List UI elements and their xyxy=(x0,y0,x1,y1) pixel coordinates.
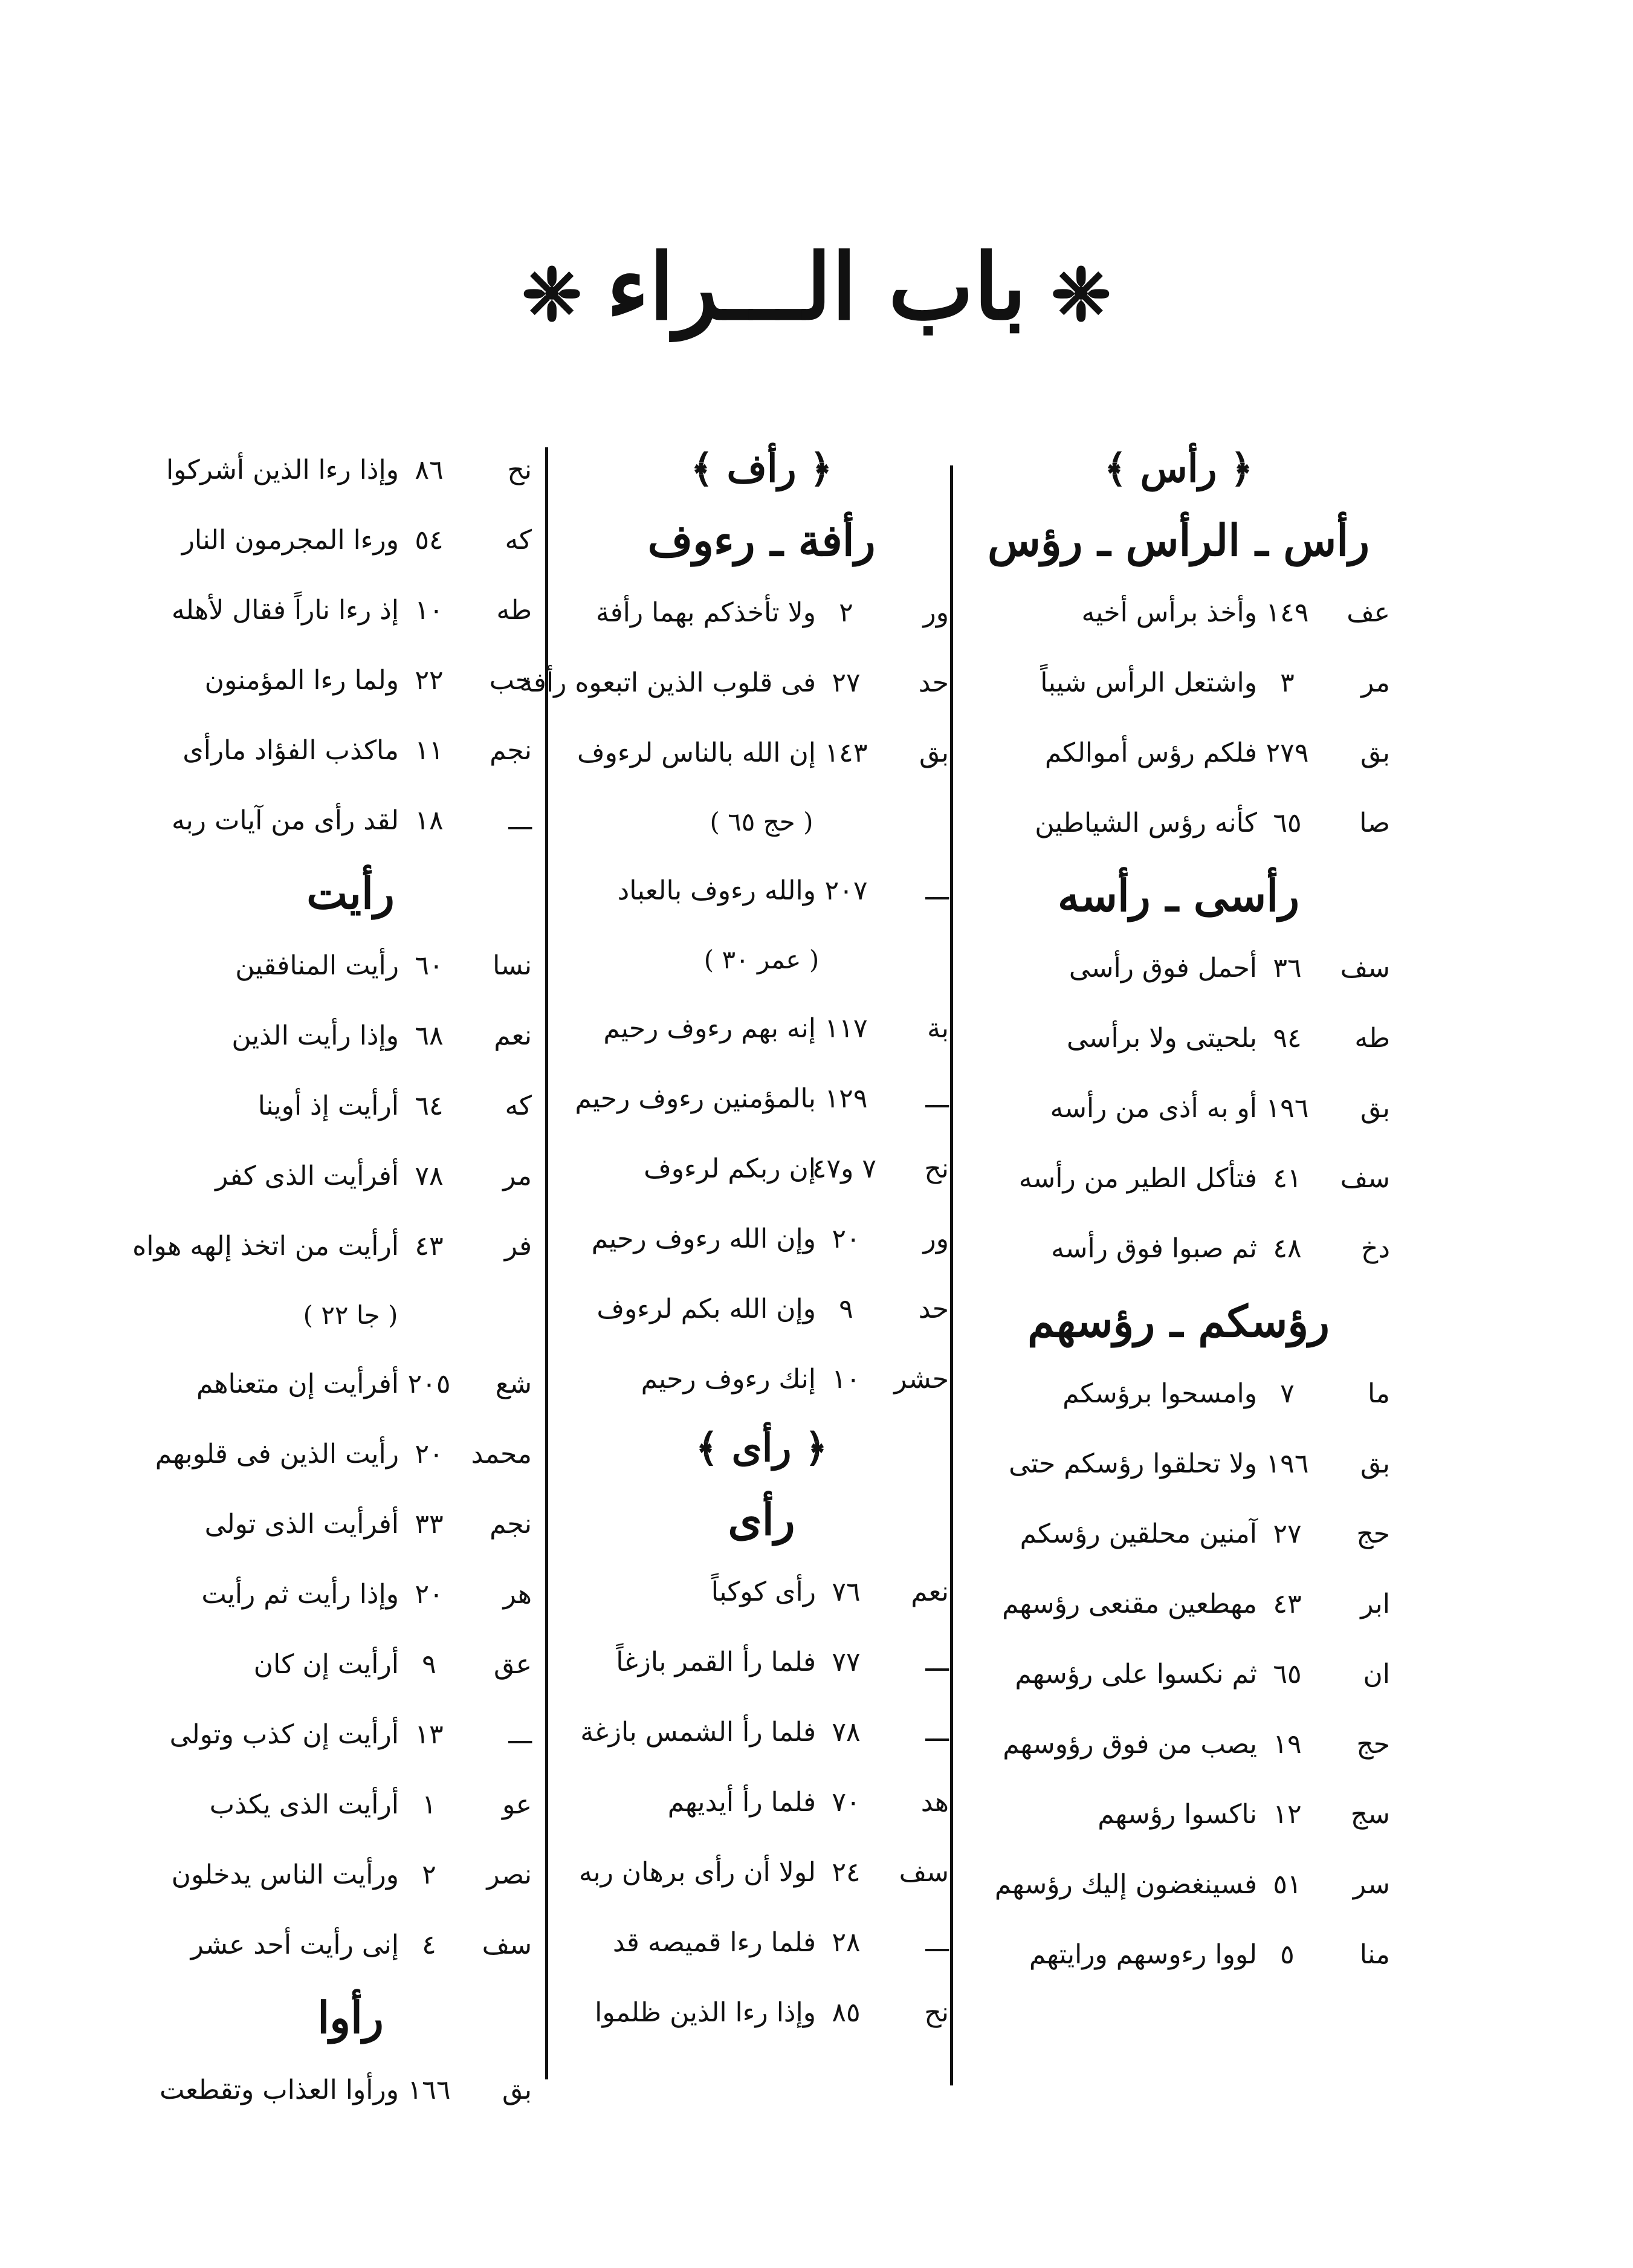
entry-row xyxy=(169,1001,532,1071)
verse-number: ١٦٦ xyxy=(407,2075,451,2105)
verse-excerpt: أفرأيت إن متعناهم xyxy=(196,1369,399,1399)
surah-abbreviation: كه xyxy=(505,1090,532,1121)
verse-excerpt: لولا أن رأى برهان ربه xyxy=(578,1857,816,1888)
verse-excerpt: ثم نكسوا على رؤسهم xyxy=(1015,1659,1257,1690)
verse-excerpt: وإذا رأيت ثم رأيت xyxy=(201,1579,399,1610)
verse-excerpt: واشتعل الرأس شيباً xyxy=(1040,667,1257,698)
verse-number: ١١٧ xyxy=(824,1013,868,1044)
verse-number: ١١ xyxy=(415,735,444,766)
verse-number: ٢٠٥ xyxy=(407,1369,451,1399)
entry-row xyxy=(574,1274,949,1344)
verse-number: ٢٠ xyxy=(415,1439,444,1469)
entry-row xyxy=(574,1697,949,1767)
verse-excerpt: وإذا رءا الذين أشركوا xyxy=(166,455,399,485)
verse-number: ٢٢ xyxy=(415,665,444,696)
verse-excerpt: إن ربكم لرءوف xyxy=(644,1153,816,1184)
verse-excerpt: ورءا المجرمون النار xyxy=(181,525,399,556)
verse-number: ٤١ xyxy=(1273,1163,1302,1194)
verse-excerpt: لووا رءوسهم ورايتهم xyxy=(1029,1939,1257,1970)
surah-abbreviation: نح xyxy=(924,1153,949,1184)
ornament-right-icon: ❈ xyxy=(1050,252,1112,338)
verse-excerpt: بالمؤمنين رءوف رحيم xyxy=(575,1083,816,1114)
surah-abbreviation: ـــ xyxy=(508,805,532,836)
entry-row xyxy=(574,1557,949,1627)
entry-row xyxy=(169,1489,532,1560)
verse-excerpt: إنى رأيت أحد عشر xyxy=(190,1929,399,1960)
surah-abbreviation: ـــ xyxy=(925,875,949,906)
column-divider-right xyxy=(950,465,953,2085)
surah-abbreviation: نسا xyxy=(493,950,532,981)
entry-row xyxy=(169,786,532,856)
verse-excerpt: وأخذ برأس أخيه xyxy=(1081,597,1257,628)
verse-excerpt: أفرأيت الذى تولى xyxy=(204,1509,399,1540)
surah-abbreviation: مر xyxy=(503,1161,532,1191)
surah-abbreviation: طه xyxy=(1354,1023,1390,1054)
verse-excerpt: ولما رءا المؤمنون xyxy=(204,665,399,696)
ornament-left-icon: ❈ xyxy=(521,252,583,338)
entry-row xyxy=(967,648,1390,718)
root-heading: ﴿ رأى ﴾ xyxy=(695,1425,828,1471)
surah-abbreviation: منا xyxy=(1359,1939,1390,1970)
verse-number: ٢٧ xyxy=(1273,1518,1302,1549)
entry-row xyxy=(574,1344,949,1414)
word-heading: رأفة ـ رءوف xyxy=(647,514,876,566)
verse-number: ٥١ xyxy=(1273,1869,1302,1900)
entry-row xyxy=(574,578,949,648)
entry-row xyxy=(967,718,1390,788)
verse-number: ٣ xyxy=(1280,667,1295,698)
verse-number: ٩٤ xyxy=(1273,1023,1302,1054)
surah-abbreviation: نجم xyxy=(490,1509,532,1540)
word-heading: رأى xyxy=(728,1494,795,1545)
verse-number: ١٠ xyxy=(832,1364,861,1395)
entry-row xyxy=(574,1838,949,1908)
entry-row xyxy=(574,1908,949,1978)
entry-row xyxy=(967,933,1390,1003)
entry-row xyxy=(967,1780,1390,1850)
entry-row xyxy=(574,1064,949,1134)
verse-number: ٧٠ xyxy=(832,1787,861,1818)
entry-row xyxy=(967,1639,1390,1709)
verse-number: ٧٨ xyxy=(832,1717,861,1748)
verse-number: ٤٨ xyxy=(1273,1233,1302,1264)
surah-abbreviation: بق xyxy=(1360,737,1390,768)
surah-abbreviation: صا xyxy=(1359,808,1390,838)
word-heading: رأيت xyxy=(306,867,395,919)
surah-abbreviation: مر xyxy=(1361,667,1390,698)
surah-abbreviation: ابر xyxy=(1360,1589,1390,1619)
surah-abbreviation: حب xyxy=(489,665,532,696)
verse-number: ٣٦ xyxy=(1273,953,1302,983)
surah-abbreviation: سف xyxy=(482,1929,532,1960)
verse-number: ٤٣ xyxy=(1273,1589,1302,1619)
verse-excerpt: ولا تأخذكم بهما رأفة xyxy=(596,597,816,628)
verse-number: ١٠ xyxy=(415,595,444,626)
verse-excerpt: كأنه رؤس الشياطين xyxy=(1035,808,1257,838)
verse-excerpt: فلما رءا قميصه قد xyxy=(612,1927,816,1958)
verse-excerpt: ثم صبوا فوق رأسه xyxy=(1051,1233,1257,1264)
root-heading: ﴿ رأس ﴾ xyxy=(1104,446,1253,491)
verse-excerpt: رأيت المنافقين xyxy=(235,950,399,981)
verse-excerpt: فسينغضون إليك رؤسهم xyxy=(994,1869,1257,1900)
verse-number: ١٩ xyxy=(1273,1729,1302,1760)
verse-excerpt: ورأوا العذاب وتقطعت xyxy=(159,2075,399,2105)
surah-abbreviation: سف xyxy=(1340,1163,1390,1194)
verse-excerpt: بلحيتى ولا برأسى xyxy=(1066,1023,1257,1054)
entry-row xyxy=(574,1204,949,1274)
entry-row xyxy=(574,1978,949,2048)
surah-abbreviation: بق xyxy=(1360,1448,1390,1479)
surah-abbreviation: حشر xyxy=(894,1364,949,1395)
verse-excerpt: وامسحوا برؤسكم xyxy=(1062,1378,1257,1409)
verse-excerpt: لقد رأى من آيات ربه xyxy=(171,805,399,836)
surah-abbreviation: هر xyxy=(503,1579,532,1610)
surah-abbreviation: طه xyxy=(496,595,532,626)
entry-row xyxy=(967,1144,1390,1214)
verse-excerpt: رأيت الذين فى قلوبهم xyxy=(155,1439,399,1469)
entry-row xyxy=(967,1499,1390,1569)
verse-excerpt: ناكسوا رؤسهم xyxy=(1098,1799,1257,1830)
verse-excerpt: إذ رءا ناراً فقال لأهله xyxy=(171,595,399,626)
entry-row xyxy=(169,1560,532,1630)
entry-row xyxy=(169,1840,532,1910)
entry-row xyxy=(169,1770,532,1840)
verse-excerpt: إنه بهم رءوف رحيم xyxy=(603,1013,816,1044)
verse-excerpt: فلما رأ القمر بازغاً xyxy=(616,1647,816,1677)
surah-abbreviation: حج xyxy=(1356,1729,1390,1760)
verse-number: ٤ xyxy=(422,1929,436,1960)
word-heading: رؤسكم ـ رؤسهم xyxy=(1027,1295,1330,1347)
verse-excerpt: أرأيت من اتخذ إلهه هواه xyxy=(132,1231,399,1262)
verse-number: ٣٣ xyxy=(415,1509,444,1540)
entry-row xyxy=(519,648,949,718)
surah-abbreviation: حد xyxy=(918,1294,949,1324)
verse-number: ١٢ xyxy=(1273,1799,1302,1830)
verse-number: ٦٥ xyxy=(1273,808,1302,838)
verse-excerpt: أرأيت الذى يكذب xyxy=(209,1789,399,1820)
verse-number: ٦٥ xyxy=(1273,1659,1302,1690)
root-heading: ﴿ رأف ﴾ xyxy=(690,446,833,491)
entry-row xyxy=(574,1767,949,1838)
column-middle xyxy=(519,435,949,2048)
surah-abbreviation: سج xyxy=(1350,1799,1390,1830)
verse-number: ٢٠ xyxy=(415,1579,444,1610)
verse-excerpt: أرأيت إن كذب وتولى xyxy=(169,1719,399,1750)
chapter-title-text: باب الـــراء xyxy=(606,234,1027,340)
verse-number: ٢ xyxy=(422,1859,436,1890)
verse-excerpt: يصب من فوق رؤوسهم xyxy=(1003,1729,1257,1760)
entry-row xyxy=(169,716,532,786)
surah-abbreviation: ـــ xyxy=(508,1719,532,1750)
entry-row xyxy=(166,435,532,505)
verse-number: ١٩٦ xyxy=(1266,1448,1309,1479)
surah-abbreviation: ان xyxy=(1363,1659,1390,1690)
verse-excerpt: أرأيت إذ أوينا xyxy=(257,1090,399,1121)
verse-number: ٥٤ xyxy=(415,525,444,556)
entry-row xyxy=(169,931,532,1001)
verse-number: ٢٧ xyxy=(832,667,861,698)
column-left xyxy=(132,435,532,2125)
entry-row xyxy=(574,856,949,926)
verse-excerpt: فتأكل الطير من رأسه xyxy=(1018,1163,1257,1194)
verse-number: ٦٤ xyxy=(415,1090,444,1121)
verse-excerpt: فى قلوب الذين اتبعوه رأفة xyxy=(519,667,816,698)
entry-row xyxy=(169,1700,532,1770)
surah-abbreviation: ـــ xyxy=(925,1927,949,1958)
entry-row xyxy=(967,1003,1390,1074)
verse-excerpt: أرأيت إن كان xyxy=(253,1649,399,1680)
surah-abbreviation: نح xyxy=(924,1997,949,2028)
verse-number: ٧ xyxy=(1280,1378,1295,1409)
cross-reference-note: ( جا ٢٢ ) xyxy=(303,1300,398,1330)
surah-abbreviation: حد xyxy=(918,667,949,698)
surah-abbreviation: كه xyxy=(505,525,532,556)
surah-abbreviation: نعم xyxy=(494,1020,532,1051)
word-heading: رأوا xyxy=(317,1992,384,2043)
cross-reference-note: ( عمر ٣٠ ) xyxy=(703,945,820,974)
verse-excerpt: أحمل فوق رأسى xyxy=(1069,953,1257,983)
verse-number: ٩ xyxy=(839,1294,853,1324)
verse-number: ٦٠ xyxy=(415,950,444,981)
verse-excerpt: ولا تحلقوا رؤسكم حتى xyxy=(1009,1448,1257,1479)
entry-row xyxy=(967,1074,1390,1144)
verse-number: ١٤٩ xyxy=(1266,597,1309,628)
surah-abbreviation: سر xyxy=(1353,1869,1390,1900)
entry-row xyxy=(967,1709,1390,1780)
verse-number: ٢٤ xyxy=(832,1857,861,1888)
entry-row xyxy=(967,1569,1390,1639)
verse-excerpt: ورأيت الناس يدخلون xyxy=(171,1859,399,1890)
surah-abbreviation: ـــ xyxy=(925,1083,949,1114)
entry-row xyxy=(132,1211,532,1281)
surah-abbreviation: ور xyxy=(923,597,949,628)
entry-row xyxy=(169,1071,532,1141)
verse-number: ٧٧ xyxy=(832,1647,861,1677)
entry-row xyxy=(169,1910,532,1980)
entry-row xyxy=(967,1850,1390,1920)
surah-abbreviation: حج xyxy=(1356,1518,1390,1549)
entry-row xyxy=(967,1214,1390,1284)
surah-abbreviation: بة xyxy=(927,1013,949,1044)
verse-excerpt: وإذا رءا الذين ظلموا xyxy=(595,1997,816,2028)
verse-excerpt: وإذا رأيت الذين xyxy=(231,1020,399,1051)
verse-number: ٦٨ xyxy=(415,1020,444,1051)
verse-number: ٨٥ xyxy=(832,1997,861,2028)
surah-abbreviation: بق xyxy=(1360,1093,1390,1124)
entry-row xyxy=(169,505,532,575)
entry-row xyxy=(967,1920,1390,1990)
verse-excerpt: آمنين محلقين رؤسكم xyxy=(1020,1518,1257,1549)
verse-excerpt: فلما رأ الشمس بازغة xyxy=(580,1717,816,1748)
verse-number: ١٣ xyxy=(415,1719,444,1750)
surah-abbreviation: نح xyxy=(507,455,532,485)
verse-excerpt: فلما رأ أيديهم xyxy=(667,1787,816,1818)
verse-excerpt: مهطعين مقنعى رؤسهم xyxy=(1002,1589,1257,1619)
surah-abbreviation: ور xyxy=(923,1223,949,1254)
surah-abbreviation: دخ xyxy=(1361,1233,1390,1264)
verse-excerpt: أفرأيت الذى كفر xyxy=(215,1161,399,1191)
entry-row xyxy=(967,1359,1390,1429)
entry-row xyxy=(159,2055,532,2125)
word-heading: رأس ـ الرأس ـ رؤس xyxy=(987,514,1370,566)
entry-row xyxy=(574,718,949,788)
chapter-title xyxy=(0,234,1633,340)
verse-excerpt: والله رءوف بالعباد xyxy=(617,875,816,906)
surah-abbreviation: عف xyxy=(1347,597,1390,628)
entry-row xyxy=(169,1141,532,1211)
verse-excerpt: رأى كوكباً xyxy=(711,1576,816,1607)
surah-abbreviation: شع xyxy=(495,1369,532,1399)
surah-abbreviation: فر xyxy=(504,1231,532,1262)
surah-abbreviation: بق xyxy=(919,737,949,768)
entry-row xyxy=(574,994,949,1064)
entry-row xyxy=(169,646,532,716)
surah-abbreviation: ـــ xyxy=(925,1717,949,1748)
verse-excerpt: إنك رءوف رحيم xyxy=(641,1364,816,1395)
surah-abbreviation: عو xyxy=(502,1789,532,1820)
verse-number: ٧٨ xyxy=(415,1161,444,1191)
entry-row xyxy=(155,1419,532,1489)
entry-row xyxy=(967,1429,1390,1499)
surah-abbreviation: ما xyxy=(1368,1378,1390,1409)
entry-row xyxy=(967,788,1390,858)
surah-abbreviation: ـــ xyxy=(925,1647,949,1677)
verse-number: ٨٦ xyxy=(415,455,444,485)
cross-reference-note: ( حج ٦٥ ) xyxy=(710,807,813,837)
entry-row xyxy=(169,1630,532,1700)
surah-abbreviation: عق xyxy=(494,1649,532,1680)
verse-number: ١ xyxy=(422,1789,436,1820)
surah-abbreviation: هد xyxy=(920,1787,949,1818)
verse-excerpt: أو به أذى من رأسه xyxy=(1050,1093,1257,1124)
verse-number: ٧٦ xyxy=(832,1576,861,1607)
verse-number: ١٨ xyxy=(415,805,444,836)
surah-abbreviation: نصر xyxy=(487,1859,532,1890)
entry-row xyxy=(169,575,532,646)
word-heading: رأسى ـ رأسه xyxy=(1057,870,1300,921)
verse-number: ٢٧٩ xyxy=(1266,737,1309,768)
surah-abbreviation: سف xyxy=(1340,953,1390,983)
verse-number: ٢ xyxy=(839,597,853,628)
entry-row xyxy=(967,578,1390,648)
verse-excerpt: وإن الله رءوف رحيم xyxy=(591,1223,816,1254)
verse-excerpt: وإن الله بكم لرءوف xyxy=(597,1294,816,1324)
surah-abbreviation: سف xyxy=(899,1857,949,1888)
entry-row xyxy=(574,1627,949,1697)
verse-excerpt: ماكذب الفؤاد مارأى xyxy=(183,735,399,766)
surah-abbreviation: بق xyxy=(502,2075,532,2105)
entry-row xyxy=(574,1134,949,1204)
surah-abbreviation: محمد xyxy=(471,1439,532,1469)
entry-row xyxy=(169,1349,532,1419)
verse-number: ٩ xyxy=(422,1649,436,1680)
verse-number: ١٩٦ xyxy=(1266,1093,1309,1124)
verse-number: ١٢٩ xyxy=(824,1083,868,1114)
verse-number: ٧ و٤٧ xyxy=(812,1153,876,1184)
verse-number: ٢٠٧ xyxy=(824,875,868,906)
surah-abbreviation: نجم xyxy=(490,735,532,766)
verse-excerpt: فلكم رؤس أموالكم xyxy=(1044,737,1257,768)
verse-excerpt: إن الله بالناس لرءوف xyxy=(577,737,816,768)
verse-number: ٥ xyxy=(1280,1939,1295,1970)
verse-number: ١٤٣ xyxy=(824,737,868,768)
verse-number: ٢٠ xyxy=(832,1223,861,1254)
column-right xyxy=(967,435,1390,1990)
verse-number: ٢٨ xyxy=(832,1927,861,1958)
verse-number: ٤٣ xyxy=(415,1231,444,1262)
surah-abbreviation: نعم xyxy=(911,1576,949,1607)
